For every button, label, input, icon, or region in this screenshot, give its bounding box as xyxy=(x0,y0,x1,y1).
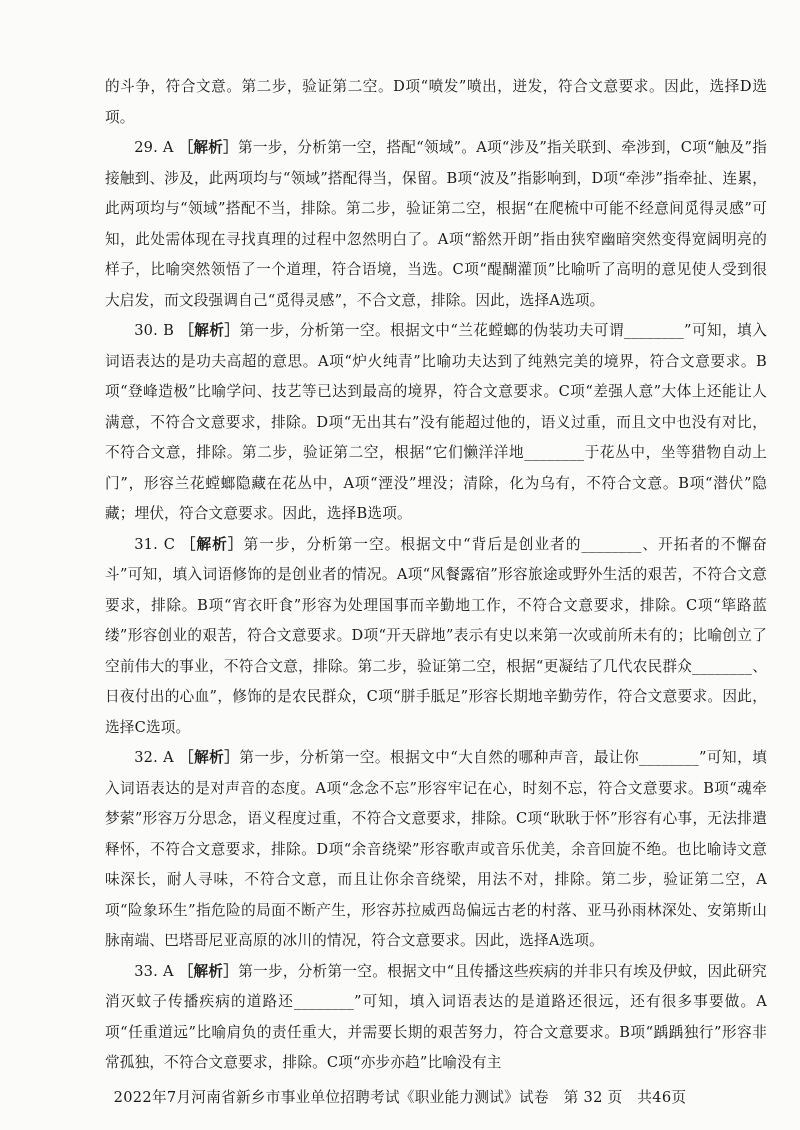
analysis-tag: ［解析］ xyxy=(178,139,238,156)
question-number: 33. xyxy=(134,962,158,980)
paragraph-continued xyxy=(105,72,767,133)
paragraph-text: 第一步，分析第一空。根据文中“且传播这些疾病的并非只有埃及伊蚊，因此研究消灭蚊子传播疾病的道路还________”可知，填入词语表达的是道路还很远，还有很多事要做。A项“任重道远”比喻肩负的责任重大，并需要长期的艰苦努力，符合文意要求。B项“踽踽独行”形容非常孤独，不符合文意要求，排除。C项“亦步亦趋”比喻没有主 xyxy=(105,962,767,1071)
question-33-explanation xyxy=(105,957,767,1079)
answer-letter: B xyxy=(163,322,175,339)
analysis-tag: ［解析］ xyxy=(179,749,240,766)
question-30-explanation xyxy=(105,316,767,530)
paragraph-text: 第一步，分析第一空。根据文中“大自然的哪种声音，最让你________”可知，填入词语表达的是对声音的态度。A项“念念不忘”形容牢记在心，时刻不忘，符合文意要求。B项“魂牵梦萦”形容万分思念，语义程度过重，不符合文意要求，排除。C项“耿耿于怀”形容有心事，无法排遣释怀，不符合文意要求，排除。D项“余音绕梁”形容歌声或音乐优美，余音回旋不绝。也比喻诗文意味深长，耐人寻味，不符合文意，而且让你余音绕梁，用法不对，排除。第二步，验证第二空，A项“险象环生”指危险的局面不断产生，形容苏拉威西岛偏远古老的村落、亚马孙雨林深处、安第斯山脉南端、巴塔哥尼亚高原的冰川的情况，符合文意要求。因此，选择A选项。 xyxy=(105,749,767,949)
paragraph-text: 第一步，分析第一空。根据文中“背后是创业者的________、开拓者的不懈奋斗”可知，填入词语修饰的是创业者的情况。A项“风餐露宿”形容旅途或野外生活的艰苦，不符合文意要求，排除。B项“宵衣旰食”形容为处理国事而辛勤地工作，不符合文意要求，排除。C项“筚路蓝缕”形容创业的艰苦，符合文意要求。D项“开天辟地”表示有史以来第一次或前所未有的；比喻创立了空前伟大的事业，不符合文意，排除。第二步，验证第二空，根据“更凝结了几代农民群众________、日夜付出的心血”，修饰的是农民群众，C项“胼手胝足”形容长期地辛勤劳作，符合文意要求。因此，选择C选项。 xyxy=(105,535,767,736)
question-number: 30. xyxy=(134,322,158,339)
paragraph-text: 第一步，分析第一空。根据文中“兰花螳螂的伪装功夫可谓________”可知，填入词语表达的是功夫高超的意思。A项“炉火纯青”比喻功夫达到了纯熟完美的境界，符合文意要求。B项“登峰造极”比喻学问、技艺等已达到最高的境界，符合文意要求。C项“差强人意”大体上还能让人满意，不符合文意要求，排除。D项“无出其右”没有能超过他的，语义过重，而且文中也没有对比，不符合文意，排除。第二步，验证第二空，根据“它们懒洋洋地________于花丛中，坐等猎物自动上门”，形容兰花螳螂隐藏在花丛中，A项“湮没”埋没；清除，化为乌有，不符合文意。B项“潜伏”隐藏；埋伏，符合文意要求。因此，选择B选项。 xyxy=(105,322,767,522)
question-32-explanation xyxy=(105,743,767,957)
analysis-tag: ［解析］ xyxy=(180,535,244,553)
paragraph-text: 的斗争，符合文意。第二步，验证第二空。D项“喷发”喷出，迸发，符合文意要求。因此，选择D选项。 xyxy=(105,78,767,126)
analysis-tag: ［解析］ xyxy=(179,322,240,339)
question-29-explanation xyxy=(105,133,767,316)
page-footer: 2022年7月河南省新乡市事业单位招聘考试《职业能力测试》试卷 第 32 页 共46页 xyxy=(113,1089,687,1106)
answer-letter: C xyxy=(163,535,176,553)
question-number: 31. xyxy=(134,535,158,553)
question-31-explanation xyxy=(105,530,767,744)
paragraph-text: 第一步，分析第一空，搭配“领域”。A项“涉及”指关联到、牵涉到，C项“触及”指接触到、涉及，此两项均与“领域”搭配得当，保留。B项“波及”指影响到，D项“牵涉”指牵扯、连累，此两项均与“领域”搭配不当，排除。第二步，验证第二空，根据“在爬梳中可能不经意间觅得灵感”可知，此处需体现在寻找真理的过程中忽然明白了。A项“豁然开朗”指由狭窄幽暗突然变得宽阔明亮的样子，比喻突然领悟了一个道理，符合语境，当选。C项“醍醐灌顶”比喻听了高明的意见使人受到很大启发，而文段强调自己“觅得灵感”，不合文意，排除。因此，选择A选项。 xyxy=(105,139,767,309)
analysis-tag: ［解析］ xyxy=(178,962,239,980)
answer-explanations xyxy=(105,72,767,1079)
answer-letter: A xyxy=(163,749,174,766)
question-number: 32. xyxy=(134,749,158,766)
answer-letter: A xyxy=(162,962,174,980)
question-number: 29. xyxy=(134,139,158,156)
answer-letter: A xyxy=(162,139,174,156)
